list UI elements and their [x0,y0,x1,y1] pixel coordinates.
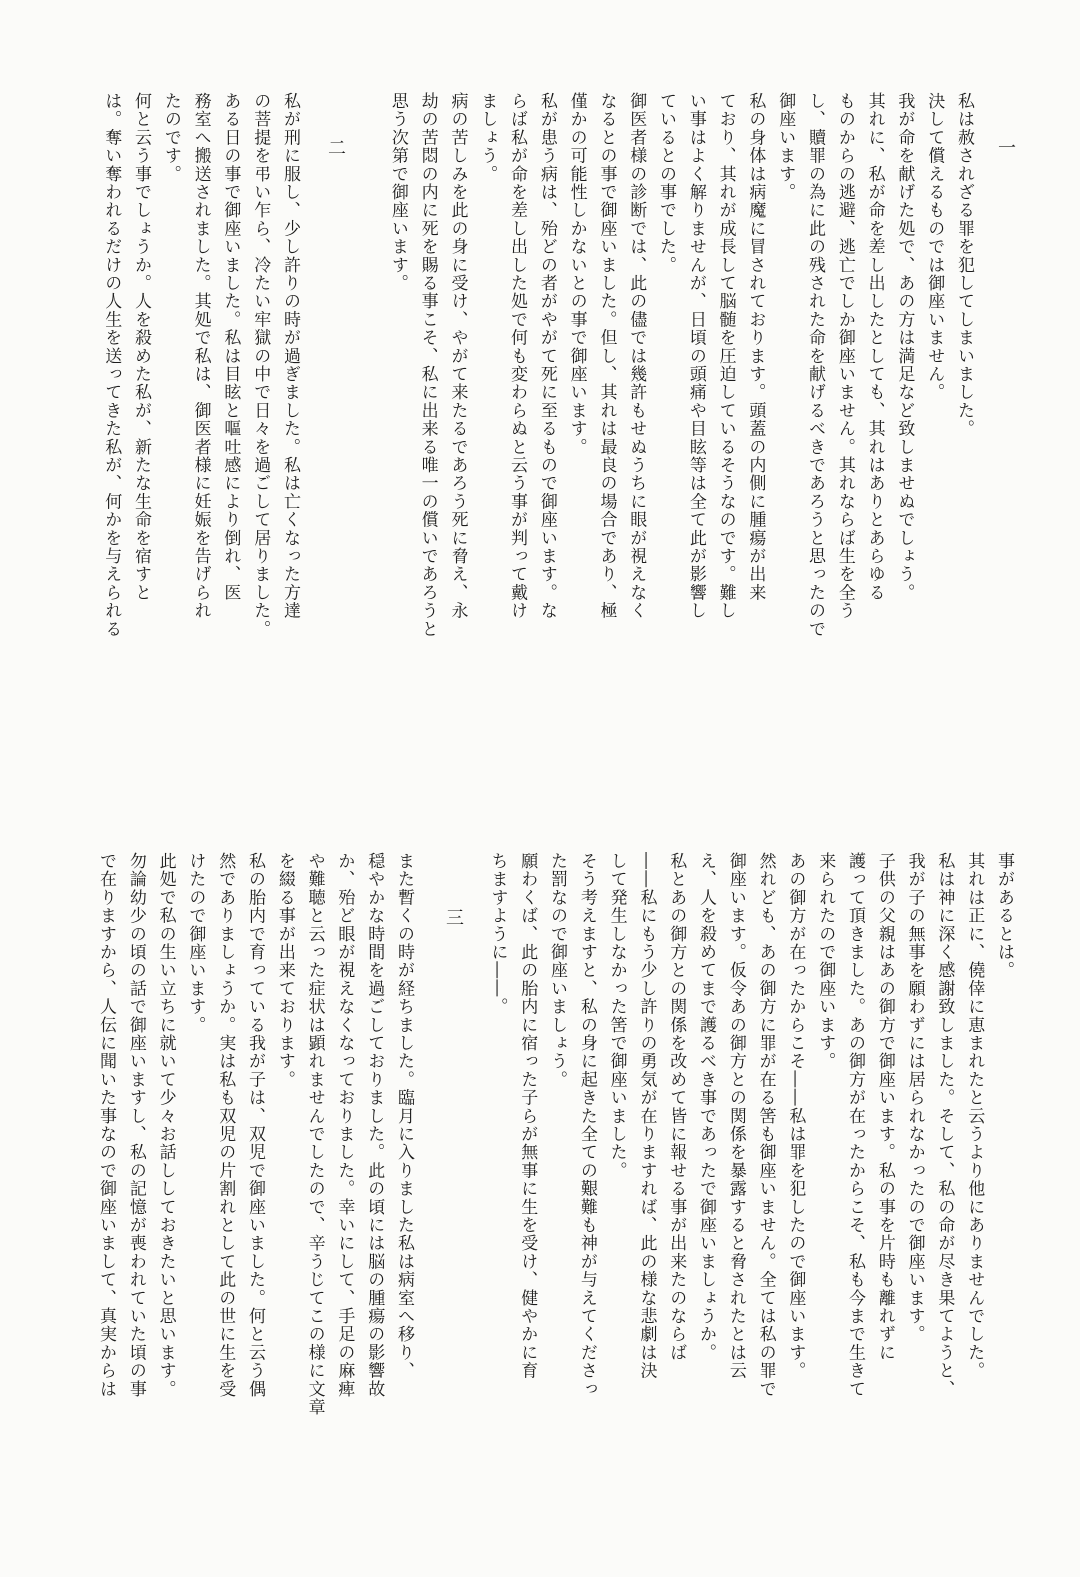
text-line: 務室へ搬送されました。其処で私は、御医者様に妊娠を告げられ [190,92,211,620]
text-line: ているとの事でした。 [656,92,677,274]
text-line: して発生しなかった筈で御座いました。 [606,852,627,1180]
text-line: で在りますから、人伝に聞いた事なので御座いまして、真実からは [96,852,117,1398]
text-line: の菩提を弔い乍ら、冷たい牢獄の中で日々を過ごして居りました。 [250,92,271,638]
text-line: 僅かの可能性しかないとの事で御座います。 [566,92,587,456]
text-line: なるとの事で御座いました。但し、其れは最良の場合であり、極 [596,92,617,620]
text-line: を綴る事が出来ております。 [274,852,295,1089]
text-line: 勿論幼少の頃の話で御座いますし、私の記憶が喪われていた頃の事 [125,852,146,1398]
text-line: や難聴と云った症状は顕れませんでしたので、辛うじてこの様に文章 [304,852,325,1417]
text-line: 其れは正に、僥倖に恵まれたと云うより他にありませんでした。 [964,852,985,1380]
text-line: たのです。 [160,92,181,183]
section-3-body [82,852,418,1512]
text-line: そう考えますと、私の身に起きた全ての艱難も神が与えてくださっ [576,852,597,1398]
section-2-body [86,92,304,752]
text-line: は。奪い奪われるだけの人生を送ってきた私が、何かを与えられる [101,92,122,638]
text-line: また暫くの時が経ちました。臨月に入りました私は病室へ移り、 [394,852,414,1380]
text-line: 護って頂きました。あの御方が在ったからこそ、私も今まで生きて [845,852,866,1398]
text-line: 穏やかな時間を過ごしておりました。此の頃には脳の腫瘍の影響故 [364,852,385,1398]
text-line: ――私にもう少し許りの勇気が在りますれば、此の様な悲劇は決 [636,852,657,1380]
section-2-continued-body [468,852,1018,1512]
section-heading-3: 三 [443,908,464,926]
text-line: 来られたので御座います。 [815,852,836,1071]
text-line: 我が命を献げた処で、あの方は満足など致しませぬでしょう。 [894,92,915,602]
text-line: 子供の父親はあの御方で御座います。私の事を片時も離れずに [874,852,895,1362]
text-line: あの御方が在ったからこそ――私は罪を犯したので御座います。 [785,852,806,1380]
text-line: ものからの逃避、逃亡でしか御座いません。其れならば生を全う [834,92,855,620]
text-line: し、贖罪の為に此の残された命を献げるべきであろうと思ったので [805,92,826,638]
text-line: た罰なので御座いましょう。 [547,852,568,1089]
text-line: ある日の事で御座いました。私は目眩と嘔吐感により倒れ、医 [220,92,241,602]
text-line: 私が患う病は、殆どの者がやがて死に至るもので御座います。な [536,92,557,620]
text-line: 然れども、あの御方に罪が在る筈も御座いません。全ては私の罪で [755,852,776,1398]
text-line: 我が子の無事を願わずには居られなかったので御座います。 [904,852,925,1344]
text-line: か、殆ど眼が視えなくなっておりました。幸いにして、手足の麻痺 [334,852,355,1398]
section-heading-1: 一 [995,138,1016,156]
text-line: 私とあの御方との関係を改めて皆に報せる事が出来たのならば [666,852,687,1362]
text-line: 何と云う事でしょうか。人を殺めた私が、新たな生命を宿すと [131,92,152,602]
text-line: 御座います。仮令あの御方との関係を暴露すると脅されたとは云 [725,852,746,1380]
text-line: 病の苦しみを此の身に受け、やがて来たるであろう死に脅え、永 [447,92,468,620]
text-line: い事はよく解りませんが、日頃の頭痛や目眩等は全て此が影響し [685,92,706,620]
text-line: ており、其れが成長して脳髄を圧迫しているそうなのです。難し [715,92,736,620]
text-line: 此処で私の生い立ちに就いて少々お話ししておきたいと思います。 [155,852,176,1398]
text-line: ちますように――。 [487,852,508,1016]
text-line: ましょう。 [477,92,498,183]
text-line: 私の身体は病魔に冒されております。頭蓋の内側に腫瘍が出来 [745,92,766,602]
text-line: 私は神に深く感謝致しました。そして、私の命が尽き果てようと、 [934,852,955,1398]
text-line: 劫の苦悶の内に死を賜る事こそ、私に出来る唯一の償いであろうと [417,92,438,638]
text-line: 私が刑に服し、少し許りの時が過ぎました。私は亡くなった方達 [280,92,300,620]
text-line: 事があるとは。 [994,852,1014,980]
text-line: え、人を殺めてまで護るべき事であったで御座いましょうか。 [696,852,717,1362]
text-line: 其れに、私が命を差し出したとしても、其れはありとあらゆる [864,92,885,602]
text-line: 私の胎内で育っている我が子は、双児で御座いました。何と云う偶 [245,852,266,1398]
text-line: 決して償えるものでは御座いません。 [924,92,945,402]
text-line: 御医者様の診断では、此の儘では幾許もせぬうちに眼が視えなく [626,92,647,620]
text-line: 御座います。 [775,92,796,202]
text-line: 思う次第で御座います。 [387,92,408,293]
section-heading-2: 二 [325,138,346,156]
text-line: らば私が命を差し出した処で何も変わらぬと云う事が判って戴け [507,92,528,620]
section-1-body [366,92,978,752]
text-line: けたので御座います。 [185,852,206,1034]
text-line: 私は赦されざる罪を犯してしまいました。 [954,92,974,438]
text-line: 願わくば、此の胎内に宿った子らが無事に生を受け、健やかに育 [517,852,538,1380]
text-line: 然でありましょうか。実は私も双児の片割れとして此の世に生を受 [215,852,236,1398]
